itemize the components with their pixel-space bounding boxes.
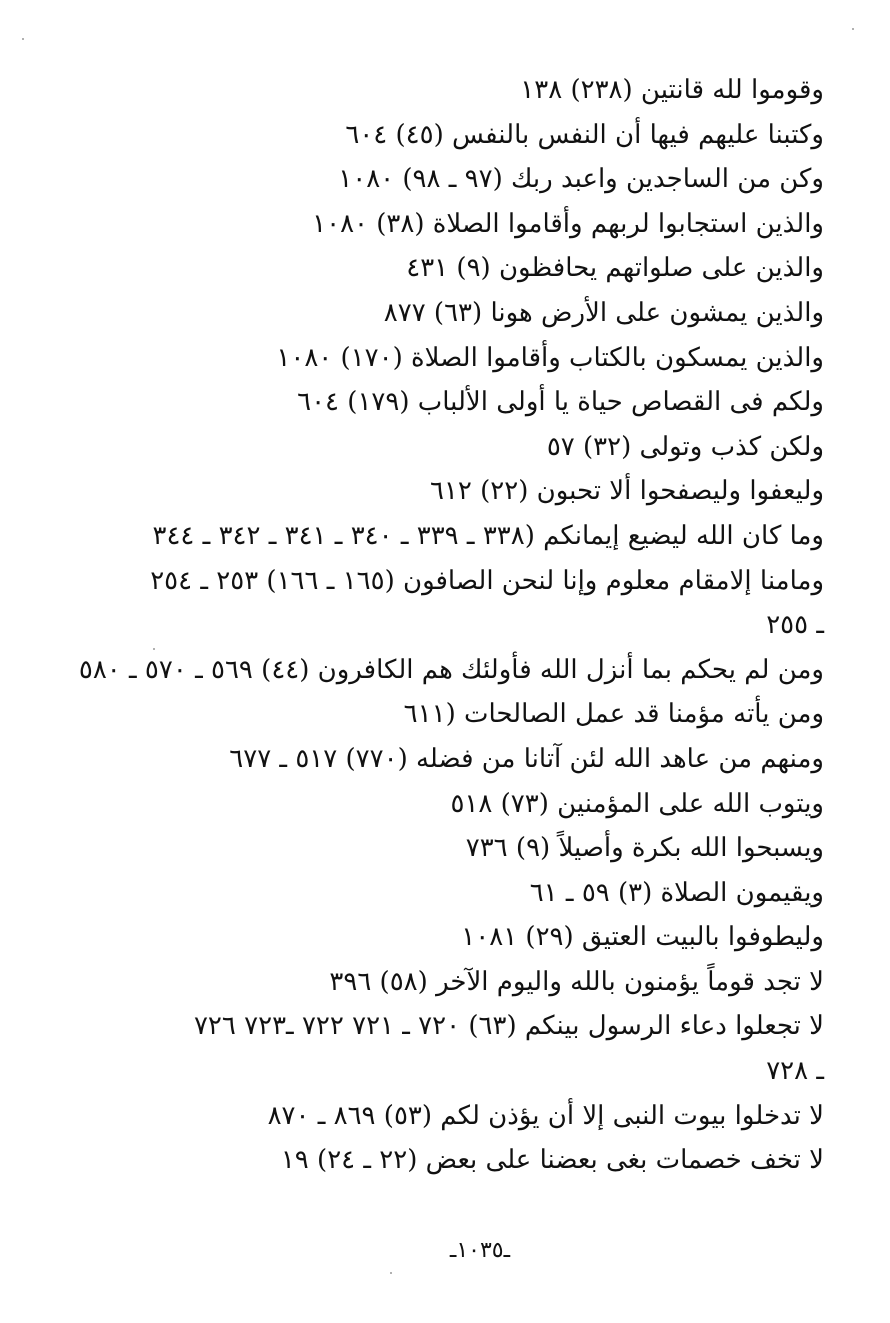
index-entries <box>78 68 824 1183</box>
index-entry: والذين على صلواتهم يحافظون (٩) ٤٣١ <box>406 253 824 284</box>
index-entry: لا تخف خصمات بغى بعضنا على بعض (٢٢ ـ ٢٤) ١٩ <box>280 1145 824 1176</box>
index-entry: وما كان الله ليضيع إيمانكم (٣٣٨ ـ ٣٣٩ ـ ٣٤٠ ـ ٣٤١ ـ ٣٤٢ ـ ٣٤٤ <box>152 520 824 551</box>
index-entry: ومنهم من عاهد الله لئن آتانا من فضله (٧٧٠) ٥١٧ ـ ٦٧٧ <box>229 743 824 774</box>
index-entry: ـ ٢٥٥ <box>766 610 824 641</box>
index-entry: ومن يأته مؤمنا قد عمل الصالحات (٦١١ <box>403 699 824 730</box>
index-entry: والذين يمشون على الأرض هونا (٦٣) ٨٧٧ <box>383 297 824 328</box>
paper-speck <box>153 648 155 650</box>
paper-speck <box>852 28 854 30</box>
index-entry: ومامنا إلامقام معلوم وإنا لنحن الصافون (١٦٥ ـ ١٦٦) ٢٥٣ ـ ٢٥٤ <box>150 565 824 596</box>
index-entry: ولكن كذب وتولى (٣٢) ٥٧ <box>546 431 824 462</box>
index-entry: والذين استجابوا لربهم وأقاموا الصلاة (٣٨) ١٠٨٠ <box>312 208 824 239</box>
index-entry: والذين يمسكون بالكتاب وأقاموا الصلاة (١٧٠) ١٠٨٠ <box>276 342 824 373</box>
index-entry: وكن من الساجدين واعبد ربك (٩٧ ـ ٩٨) ١٠٨٠ <box>338 164 824 195</box>
index-entry: وليطوفوا بالبيت العتيق (٢٩) ١٠٨١ <box>461 922 824 953</box>
index-entry: لا تجد قوماً يؤمنون بالله واليوم الآخر (٥٨) ٣٩٦ <box>329 966 824 997</box>
index-entry: ولكم فى القصاص حياة يا أولى الألباب (١٧٩) ٦٠٤ <box>297 387 824 418</box>
index-entry: وقوموا لله قانتين (٢٣٨) ١٣٨ <box>520 75 824 105</box>
index-entry: ويسبحوا الله بكرة وأصيلاً (٩) ٧٣٦ <box>465 833 824 864</box>
index-entry: ومن لم يحكم بما أنزل الله فأولئك هم الكافرون (٤٤) ٥٦٩ ـ ٥٧٠ ـ ٥٨٠ <box>78 654 824 685</box>
index-entry: ويتوب الله على المؤمنين (٧٣) ٥١٨ <box>450 788 824 819</box>
paper-speck <box>390 1272 392 1274</box>
index-entry: وكتبنا عليهم فيها أن النفس بالنفس (٤٥) ٦٠٤ <box>345 119 824 150</box>
index-entry: ـ ٧٢٨ <box>766 1056 824 1087</box>
paper-speck <box>22 38 24 40</box>
page-number: ـ١٠٣٥ـ <box>449 1238 511 1263</box>
index-entry: لا تجعلوا دعاء الرسول بينكم (٦٣) ٧٢٠ ـ ٧٢١ ٧٢٢ ـ٧٢٣ ٧٢٦ <box>193 1011 824 1042</box>
index-entry: ويقيمون الصلاة (٣) ٥٩ ـ ٦١ <box>529 877 824 908</box>
index-entry: لا تدخلوا بيوت النبى إلا أن يؤذن لكم (٥٣) ٨٦٩ ـ ٨٧٠ <box>267 1100 824 1131</box>
index-entry: وليعفوا وليصفحوا ألا تحبون (٢٢) ٦١٢ <box>429 476 824 507</box>
